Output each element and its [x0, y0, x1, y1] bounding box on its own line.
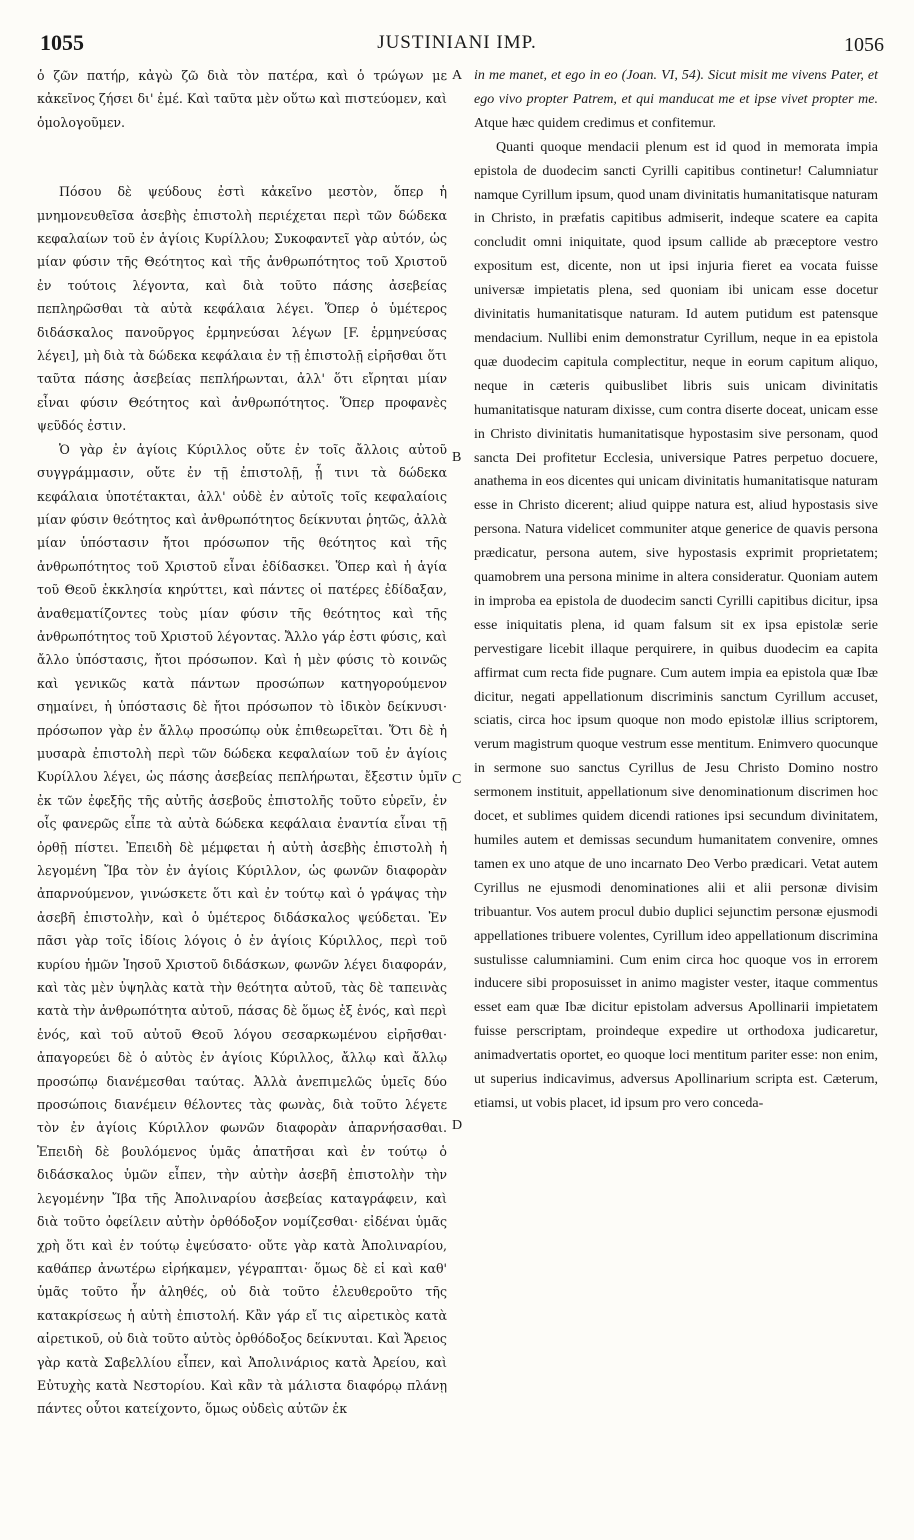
page-number-left: 1055: [40, 30, 84, 55]
latin-scripture-quote: in me manet, et ego in eo (Joan. VI, 54). Sicut misit me vivens Pater, et ego vivo propter Patrem, et qui manducat me et ipse vivet propter me.: [474, 68, 878, 107]
margin-marker-b: B: [452, 450, 462, 465]
greek-paragraph-2: Πόσου δὲ ψεύδους ἐστὶ κἀκεῖνο μεστὸν, ὅπερ ἡ μνημονευθεῖσα ἀσεβὴς ἐπιστολὴ περιέχεται περὶ τῶν δώδεκα κεφαλαίων τοῦ ἐν ἁγίοις Κυρίλλου; Συκοφαντεῖ γὰρ αὐτόν, ὡς μίαν φύσιν τῆς Θεότητος καὶ τῆς ἀνθρωπότητος τοῦ Χριστοῦ ἐν τούτοις λέγοντα, καὶ διὰ τοῦτο πάσης ἀσεβείας πεπληρῶσθαι τὰ αὐτὰ κεφάλαια λέγει. Ὅπερ ὁ ὑμέτερος διδάσκαλος πανοῦργος ἑρμηνεύσαι λέγων [F. ἑρμηνεύσας λέγει], μὴ διὰ τὰ δώδεκα κεφάλαια ἐν τῇ ἐπιστολῇ εἰρῆσθαι ὅτι ταῦτα πάσης ἀσεβείας πεπλήρωνται, ἀλλ' ὅτι εἴρηται μίαν εἶναι φύσιν Θεότητος καὶ ἀνθρωπότητος. Ὅπερ προφανὲς ψεῦδός ἐστιν.: [37, 184, 447, 434]
latin-paragraph-1: [474, 64, 878, 136]
latin-paragraph-2: Quanti quoque mendacii plenum est id quod in memorata impia epistola de duodecim sancti Cyrilli capitibus continetur! Calumniatur namque Cyrillum ipsum, quod unam divinitatis humanitatisque naturam in Christo, in præfatis capitibus admiserit, indeque scatere ea capita concludit omni iniquitate, quod ipsum callide ab præceptore vestro expositum est, dicente, non ut ipsi injuria fieret ea vocata fuisse universæ impietatis plena, sed quoniam ibi unicam esse docetur divinitatis humanitatisque naturam. Id autem putidum est patensque mendacium. Nullibi enim demonstratur Cyrillum, neque in ea epistola quæ duodecim capitula complectitur, neque in eorum capitum aliquo, neque in cæteris quibuslibet libris suis unicam divinitatis humanitatisque naturam dixisse, cum contra diserte doceat, unicam esse in Christo divinitatis humanitatisque hypostasim sive personam, quod sancta Dei profitetur Ecclesia, universique Patres perpetuo docuere, anathema in eos dicentes qui unicam divinitatis humanitatisque naturam esse in Christo dicerent; aliud quippe natura est, aliud hypostasis sive persona. Natura videlicet communiter atque generice de quavis persona prædicatur, persona autem, sive hypostasis exprimit proprietatem; quamobrem una persona minime in altera consideratur. Quoniam autem in improba ea epistola de duodecim sancti Cyrilli capitibus dicitur, ipsa esse iniquitatis plena, id quam falsum sit ex ipsa epistolæ serie pervestigare licebit illaque perquirere, in quibus duodecim ea capita affirmat cum recta fide pugnare. Cum autem impia ea epistola quæ Ibæ dicitur, negati appellationum discriminis sanctum Cyrillum accuset, sciatis, circa hoc ipsum quoque non modo epistolæ illius scriptorem, verum magistrum quoque vestrum esse mentitum. Enimvero quocunque in sermone suo sanctus Cyrillus de Jesu Christo Domino nostro sermonem instituit, appellationum sive denominationum discrimen hoc docet, et sublimes quidem dicendi rationes ipsi secundum divinitatem, humiles autem et demissas secundum humanitatem convenire, omnes tamen ex uno atque de uno incarnato Deo Verbo prædicari. Vetat autem Cyrillus ne ejusmodi denominationes alii et alii personæ divisim tribuantur. Vos autem procul dubio duplici sejunctim personæ ejusmodi appellationes tribuere volentes, Cyrillum ideo appellationum discrimina sustulisse calumniamini. Cum enim circa hoc quoque vos in errorem inducere sibi proposuisset in animo magister vester, itaque commentus esset eam quæ Ibæ dicitur epistolam adversus Apollinarii impietatem fuisse perscriptam, proindeque expedire ut orthodoxa judicaretur, animadvertatis oportet, eo quoque loci mentitum pariter esse: non enim, ut superius indicavimus, adversus Apollinarium scripta est. Cæterum, etiamsi, ut vobis placet, id ipsum pro vero conceda-: [474, 139, 878, 1111]
page-number-right: 1056: [844, 34, 884, 56]
running-title: JUSTINIANI IMP.: [377, 32, 537, 53]
greek-paragraph-1: ὁ ζῶν πατήρ, κἀγὼ ζῶ διὰ τὸν πατέρα, καὶ ὁ τρώγων με κἀκεῖνος ζήσει δι' ἐμέ. Καὶ ταῦτα μὲν οὕτω καὶ πιστεύομεν, καὶ ὁμολογοῦμεν.: [37, 68, 447, 130]
greek-paragraph-3: Ὁ γὰρ ἐν ἁγίοις Κύριλλος οὔτε ἐν τοῖς ἄλλοις αὐτοῦ συγγράμμασιν, οὔτε ἐν τῇ ἐπιστολῇ, ᾗ τινι τὰ δώδεκα κεφάλαια ὑποτέτακται, ἀλλ' οὐδὲ ἐν αὐτοῖς τοῖς κεφαλαίοις μίαν φύσιν θεότητος καὶ ἀνθρωπότητος δείκνυται ῥητῶς, ἀλλὰ μίαν ὑπόστασιν ἤτοι πρόσωπον τῆς θεότητος καὶ τῆς ἀνθρωπότητος τοῦ Χριστοῦ εἶναι ἐδίδασκει. Ὅπερ καὶ ἡ ἁγία τοῦ Θεοῦ ἐκκλησία κηρύττει, καὶ πάντες οἱ πατέρες ἐδίδαξαν, ἀναθεματίζοντες τοὺς μίαν φύσιν τῆς θεότητος καὶ τῆς ἀνθρωπότητος τοῦ Χριστοῦ λέγοντας. Ἄλλο γάρ ἐστι φύσις, καὶ ἄλλο ὑπόστασις, ἤτοι πρόσωπον. Καὶ ἡ μὲν φύσις τὸ κοινῶς καὶ γενικῶς κατὰ πάντων προσώπων κατηγορούμενον σημαίνει, ἡ ὑπόστασις δὲ ἤτοι πρόσωπον τὸ ἰδικὸν δείκνυσι· πρόσωπον γὰρ ἐν ἄλλῳ προσώπῳ οὐκ ἐπιθεωρεῖται. Ὅτι δὲ ἡ μυσαρὰ ἐπιστολὴ περὶ τῶν δώδεκα κεφαλαίων τοῦ ἐν ἁγίοις Κυρίλλου λέγει, ὡς πάσης ἀσεβείας πεπλήρωται, ἔξεστιν ὑμῖν ἐκ τῶν ἐφεξῆς τῆς αὐτῆς ἀσεβοῦς ἐπιστολῆς τοῦτο εὑρεῖν, ἐν οἷς φανερῶς εἶπε τὰ αὐτὰ δώδεκα κεφάλαια ἐναντία εἶναι τῇ ὀρθῇ πίστει. Ἐπειδὴ δὲ μέμφεται ἡ αὐτὴ ἀσεβὴς ἐπιστολὴ ἡ λεγομένη Ἴβα τὸν ἐν ἁγίοις Κύριλλον, ὡς φωνῶν διαφορὰν ἀπαρνούμενον, γινώσκετε ὅτι καὶ ἐν τούτῳ καὶ ὁ γράψας τὴν ἀσεβῆ ἐπιστολὴν, καὶ ὁ ὑμέτερος διδάσκαλος ψεύδεται. Ἐν πᾶσι γὰρ τοῖς ἰδίοις λόγοις ὁ ἐν ἁγίοις Κύριλλος, περὶ τοῦ κυρίου ἡμῶν Ἰησοῦ Χριστοῦ διδάσκων, φωνῶν λέγει διαφοράν, καὶ τὰς μὲν ὑψηλὰς κατὰ τὴν θεότητα αὐτοῦ, τὰς δὲ ταπεινὰς κατὰ τὴν ἀνθρωπότητα αὐτοῦ, πάσας δὲ ὅμως ἐξ ἑνός, καὶ περὶ ἑνός, καὶ τοῦ αὐτοῦ Θεοῦ λόγου σεσαρκωμένου εἰρῆσθαι· ἀπαγορεύει δὲ ὁ αὐτὸς ἐν ἁγίοις Κύριλλος, ἄλλῳ καὶ ἄλλῳ προσώπῳ διανέμεσθαι ταύτας. Ἀλλὰ ἀνεπιμελῶς ὑμεῖς δύο προσώποις διανέμειν θέλοντες τὰς φωνὰς, διὰ τοῦτο λέγετε τὸν ἐν ἁγίοις Κύριλλον φωνῶν διαφορὰν ἀπαρνήσασθαι. Ἐπειδὴ δὲ βουλόμενος ὑμᾶς ἀπατῆσαι καὶ ἐν τούτῳ ὁ διδάσκαλος ὑμῶν εἶπεν, τὴν αὐτὴν ἀσεβῆ ἐπιστολὴν τὴν λεγομένην Ἴβα τῆς Ἀπολιναρίου ἀσεβείας καταγράφειν, καὶ διὰ τοῦτο ὀφείλειν αὐτὴν ὀρθόδοξον νομίζεσθαι· εἰδέναι ὑμᾶς χρὴ ὅτι καὶ ἐν τούτῳ ἐψεύσατο· οὔτε γὰρ κατὰ Ἀπολιναρίου, καθάπερ ἀνωτέρω εἰρήκαμεν, γέγραπται· ὅμως δὲ εἰ καὶ καθ' ὑμᾶς τοῦτο ἦν ἀληθές, οὐ διὰ τοῦτο ἐλευθεροῦτο τῆς κατακρίσεως ἡ αὐτὴ ἐπιστολή. Κἂν γάρ εἴ τις αἱρετικὸς κατὰ αἱρετικοῦ, οὐ διὰ τοῦτο αὐτὸς ὀρθόδοξος δείκνυται. Καὶ Ἄρειος γὰρ κατὰ Σαβελλίου εἶπεν, καὶ Ἀπολινάριος κατὰ Ἀρείου, καὶ Εὐτυχὴς κατὰ Νεστορίου. Καὶ κἂν τὰ μάλιστα διαφόρῳ πλάνῃ πάντες οὗτοι κατείχοντο, ὅμως οὐδεὶς αὐτῶν ἐκ: [37, 441, 447, 1417]
greek-column: [37, 64, 447, 1421]
running-header: [30, 30, 884, 58]
margin-marker-a: A: [452, 68, 463, 83]
margin-marker-c: C: [452, 772, 462, 787]
latin-column: [474, 64, 878, 1116]
latin-opening-rest: Atque hæc quidem credimus et confitemur.: [474, 115, 716, 131]
margin-marker-d: D: [452, 1118, 463, 1133]
